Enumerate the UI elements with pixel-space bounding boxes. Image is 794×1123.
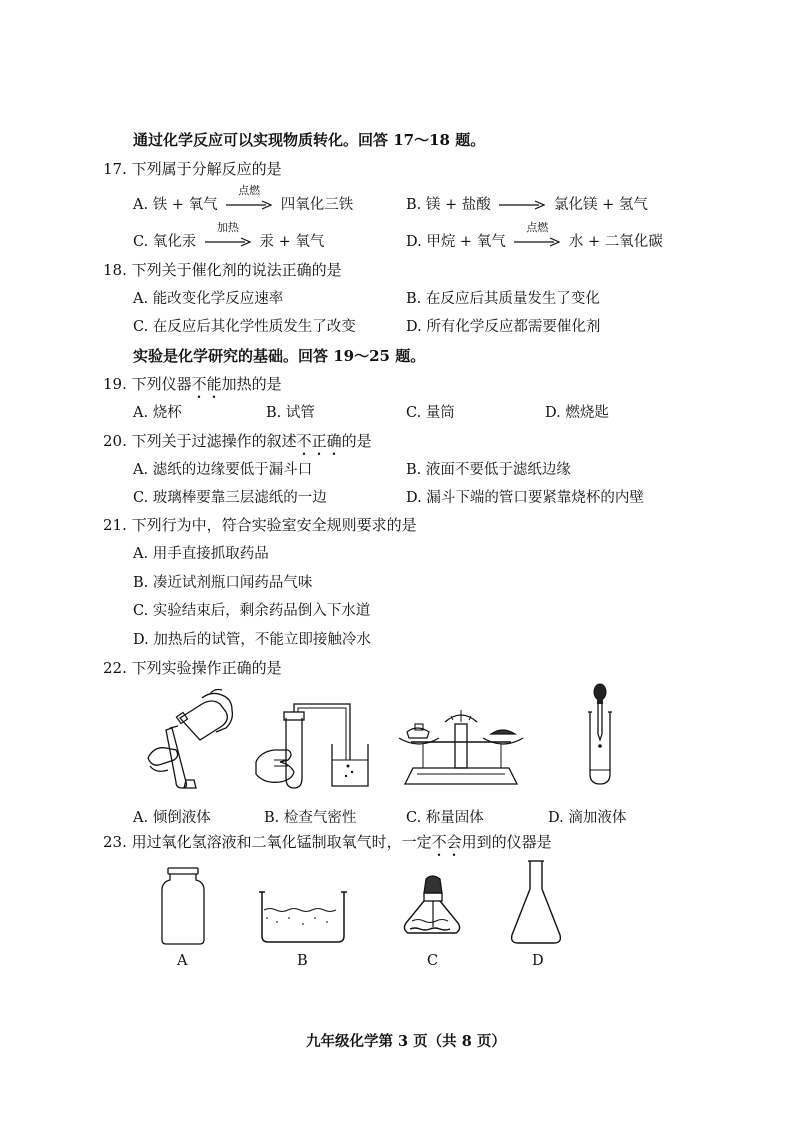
reaction-arrow: 点燃 (514, 233, 560, 251)
q22-option-a: A. 倾倒液体 (133, 810, 211, 826)
question-21-stem: 21. 下列行为中，符合实验室安全规则要求的是 (103, 516, 417, 534)
q19-option-d: D. 燃烧匙 (545, 405, 609, 421)
q18-option-b: B. 在反应后其质量发生了变化 (406, 291, 600, 307)
q21-option-a: A. 用手直接抓取药品 (133, 546, 269, 562)
q18-option-c: C. 在反应后其化学性质发生了改变 (133, 319, 356, 335)
pouring-liquid-illustration (140, 688, 250, 793)
question-20-stem: 20. 下列关于过滤操作的叙述不正确的是 (103, 432, 372, 450)
section-intro-17-18: 通过化学反应可以实现物质转化。回答 17～18 题。 (133, 131, 486, 149)
question-23-stem: 23. 用过氧化氢溶液和二氧化锰制取氧气时，一定不会用到的仪器是 (103, 833, 552, 851)
question-19-stem: 19. 下列仪器不能加热的是 (103, 375, 282, 393)
q17-option-c: C. 氧化汞 加热 汞 + 氧气 (133, 221, 325, 250)
airtightness-check-illustration (252, 700, 382, 795)
q19-option-b: B. 试管 (266, 405, 315, 421)
question-18-stem: 18. 下列关于催化剂的说法正确的是 (103, 261, 342, 279)
reaction-arrow: 点燃 (226, 196, 272, 214)
q23-option-a: A (177, 953, 188, 969)
reaction-arrow (499, 196, 545, 214)
q22-option-c: C. 称量固体 (406, 810, 484, 826)
q19-option-a: A. 烧杯 (133, 405, 182, 421)
q23-option-d: D (532, 953, 544, 969)
dropper-illustration (578, 682, 628, 792)
conical-flask-illustration (508, 858, 568, 948)
q22-option-b: B. 检查气密性 (264, 810, 357, 826)
question-17-stem: 17. 下列属于分解反应的是 (103, 160, 282, 178)
section-intro-19-25: 实验是化学研究的基础。回答 19～25 题。 (133, 347, 426, 365)
q23-option-b: B (297, 953, 308, 969)
q20-option-d: D. 漏斗下端的管口要紧靠烧杯的内壁 (406, 490, 644, 506)
page-footer: 九年级化学第 3 页（共 8 页） (306, 1033, 506, 1050)
alcohol-lamp-illustration (400, 873, 465, 943)
balance-scale-illustration (393, 708, 528, 788)
wide-mouth-bottle-illustration (158, 866, 208, 946)
q21-option-d: D. 加热后的试管，不能立即接触冷水 (133, 632, 371, 648)
q18-option-d: D. 所有化学反应都需要催化剂 (406, 319, 601, 335)
q17-option-a: A. 铁 + 氧气 点燃 四氧化三铁 (133, 184, 354, 213)
q20-option-c: C. 玻璃棒要靠三层滤纸的一边 (133, 490, 327, 506)
q20-option-b: B. 液面不要低于滤纸边缘 (406, 462, 571, 478)
q21-option-c: C. 实验结束后，剩余药品倒入下水道 (133, 603, 371, 619)
q23-option-c: C (427, 953, 439, 969)
question-22-stem: 22. 下列实验操作正确的是 (103, 659, 282, 677)
q20-option-a: A. 滤纸的边缘要低于漏斗口 (133, 462, 313, 478)
q17-option-b: B. 镁 + 盐酸 氯化镁 + 氢气 (406, 197, 648, 213)
q21-option-b: B. 凑近试剂瓶口闻药品气味 (133, 575, 313, 591)
water-trough-illustration (258, 890, 348, 945)
q22-option-d: D. 滴加液体 (548, 810, 627, 826)
q19-option-c: C. 量筒 (406, 405, 455, 421)
q18-option-a: A. 能改变化学反应速率 (133, 291, 284, 307)
q17-option-d: D. 甲烷 + 氧气 点燃 水 + 二氧化碳 (406, 221, 663, 250)
reaction-arrow: 加热 (205, 233, 251, 251)
